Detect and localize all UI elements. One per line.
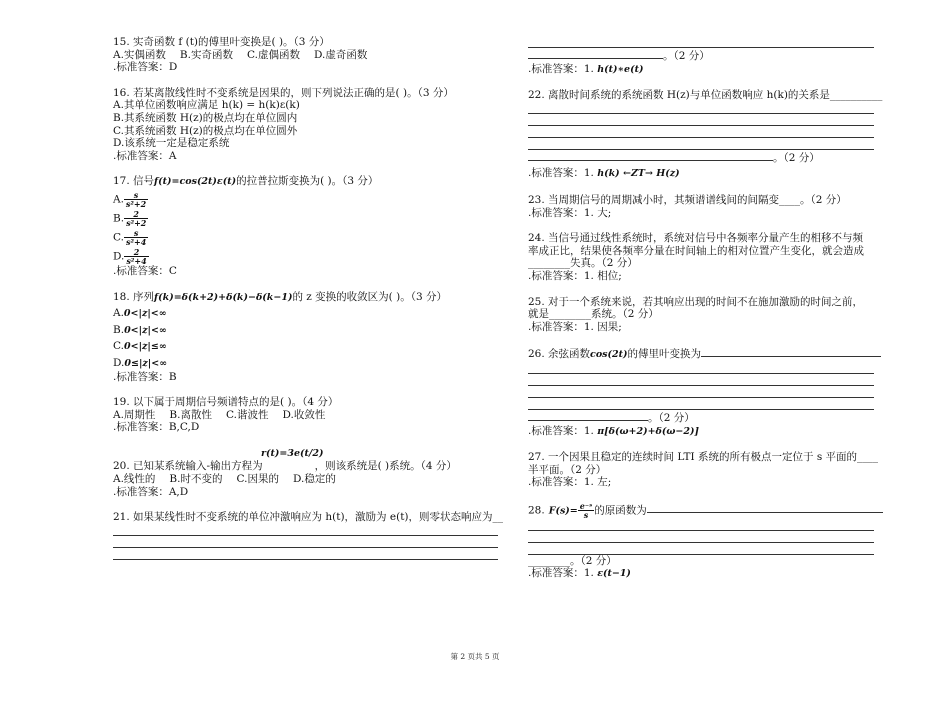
answer-formula: h(k) ←ZT→ H(z): [597, 168, 680, 180]
option-letter: D.: [113, 250, 125, 263]
option-letter: D.: [113, 356, 125, 369]
answer-line: [528, 543, 874, 555]
option-letter: A.: [113, 307, 124, 320]
question-25: [528, 296, 874, 334]
question-stem-line-2: 就是________系统。（2 分）: [528, 308, 659, 321]
question-stem-line-3: ________失真。（2 分）: [528, 257, 638, 270]
denominator: s²+2: [126, 217, 147, 228]
option-letter: B.: [113, 323, 125, 336]
numerator: 2: [124, 248, 148, 257]
question-24: [528, 232, 874, 282]
question-stem: 19. 以下属于周期信号频谱特点的是( )。（4 分）: [113, 396, 339, 409]
answer-line: [528, 398, 874, 410]
answer: .标准答案：A: [113, 149, 177, 162]
question-17: [113, 175, 498, 277]
answer-formula: ε(t−1): [597, 568, 631, 580]
answer: .标准答案：C: [113, 264, 177, 277]
answer-line: [528, 374, 874, 386]
stem-prefix: 28.: [528, 504, 545, 517]
option-c: C.谐波性: [225, 408, 269, 421]
answer-label: .标准答案：1.: [528, 567, 594, 580]
denominator: s²+4: [126, 236, 147, 247]
score: 。（2 分）: [648, 411, 695, 424]
option-a: [113, 307, 498, 321]
option-math: 0<|z|≤∞: [124, 341, 167, 353]
answer: .标准答案：1. 相位;: [528, 269, 622, 282]
question-21-continued: [528, 36, 874, 76]
fraction: [578, 502, 594, 519]
question-stem-line-1: 25. 对于一个系统来说，若其响应出现的时间不在施加激励的时间之前，: [528, 295, 864, 308]
answer: [528, 567, 874, 581]
question-stem: [113, 460, 498, 473]
question-stem: [113, 175, 498, 189]
question-21: [113, 511, 504, 560]
option-d: D.该系统一定是稳定系统: [113, 137, 230, 150]
fraction: [124, 229, 148, 246]
answer-formula: π[δ(ω+2)+δ(ω−2)]: [597, 425, 699, 437]
option-a: A.实偶函数: [113, 48, 166, 61]
answer-line: [528, 362, 874, 374]
option-letter: C.: [113, 340, 124, 353]
formula: r(t)=3e(t/2): [261, 447, 324, 459]
option-b: B.时不变的: [169, 473, 223, 486]
stem-suffix: 的 z 变换的收敛区为( )。（3 分）: [292, 290, 447, 303]
option-math: 0≤|z|<∞: [124, 357, 168, 369]
question-22: [528, 89, 883, 181]
left-column: [113, 36, 504, 573]
option-letter: B.: [113, 212, 125, 225]
question-stem: 16. 若某离散线性时不变系统是因果的，则下列说法正确的是( )。（3 分）: [113, 86, 454, 99]
answer-line: [113, 524, 498, 536]
question-28: [528, 502, 874, 581]
formula: f(t)=cos(2t)ε(t): [154, 176, 237, 188]
denominator: s: [583, 509, 589, 520]
answer-line: [528, 531, 874, 543]
answer: .标准答案：1. 因果;: [528, 320, 622, 333]
stem-prefix: 20. 已知某系统输入-输出方程为: [113, 460, 263, 473]
answer: [528, 63, 874, 77]
option-letter: C.: [113, 231, 124, 244]
question-16: [113, 87, 498, 163]
answer-line-tail: ________。（2 分）: [528, 554, 617, 567]
option-letter: A.: [113, 193, 124, 206]
question-18: [113, 291, 498, 384]
option-math: 0<|z|<∞: [123, 308, 167, 320]
option-c: C.虚偶函数: [246, 48, 300, 61]
stem-suffix: ，则该系统是( )系统。（4 分）: [314, 460, 457, 473]
formula: cos(2t): [590, 349, 628, 361]
answer-line-tail: [528, 410, 874, 425]
numerator: e⁻ˢ: [579, 500, 593, 511]
question-stem-line-1: 27. 一个因果且稳定的连续时间 LTI 系统的所有极点一定位于 s 平面的____: [528, 451, 879, 464]
option-b: B.其系统函数 H(z)的极点均在单位圆内: [113, 111, 298, 124]
answer-line: [528, 519, 874, 531]
question-20: [113, 447, 498, 498]
option-d: D.稳定的: [292, 473, 336, 486]
answer: [528, 425, 874, 439]
option-a: A.线性的: [113, 473, 156, 486]
option-a: A.其单位函数响应满足 h(k) = h(k)ε(k): [113, 99, 300, 112]
option-c: [113, 340, 498, 354]
options: [113, 409, 498, 422]
option-b: B.实奇函数: [179, 48, 233, 61]
stem-prefix: 17. 信号: [113, 175, 155, 188]
answer-line: [528, 102, 874, 114]
question-stem: 22. 离散时间系统的系统函数 H(z)与单位函数响应 h(k)的关系是__________: [528, 89, 883, 102]
fraction: [124, 210, 148, 227]
option-c: C.其系统函数 H(z)的极点均在单位圆外: [113, 124, 298, 137]
answer: .标准答案：B: [113, 370, 177, 383]
question-19: [113, 396, 498, 434]
question-stem-line-2: 半平面。（2 分）: [528, 463, 607, 476]
options: [113, 473, 498, 486]
stem-suffix: 的傅里叶变换为: [627, 348, 702, 361]
numerator: s: [124, 229, 148, 238]
score: 。（2 分）: [663, 50, 710, 62]
answer-line: [528, 114, 874, 126]
answer-line: [528, 126, 874, 138]
answer-label: .标准答案：1.: [528, 424, 594, 437]
stem-prefix: 26. 余弦函数: [528, 348, 591, 361]
answer-formula: h(t)∗e(t): [597, 63, 644, 75]
answer-line: [528, 138, 874, 150]
answer-label: .标准答案：1.: [528, 167, 594, 180]
answer-line-tail: [528, 48, 874, 63]
right-column: [528, 36, 883, 594]
page-footer: 第 2 页共 5 页: [450, 652, 500, 661]
formula-row: [113, 447, 498, 461]
option-b: B.离散性: [169, 408, 212, 421]
answer: .标准答案：B,C,D: [113, 421, 200, 434]
question-stem-line-2: 率成正比，结果使各频率分量在时间轴上的相对位置产生变化，就会造成: [528, 244, 864, 257]
answer: .标准答案：1. 左;: [528, 476, 612, 489]
option-c: [113, 229, 498, 246]
answer-line: [528, 386, 874, 398]
question-stem: 15. 实奇函数 f (t)的傅里叶变换是( )。（3 分）: [113, 36, 330, 48]
option-d: [113, 248, 498, 265]
answer-line: [113, 548, 498, 560]
answer: .标准答案：1. 大;: [528, 206, 612, 219]
formula-function: F(s)=: [548, 505, 578, 517]
question-stem: 21. 如果某线性时不变系统的单位冲激响应为 h(t)，激励为 e(t)，则零状态响应为__: [113, 511, 504, 524]
answer-line: [113, 536, 498, 548]
fraction: [124, 248, 148, 265]
answer: .标准答案：D: [113, 61, 178, 74]
option-a: A.周期性: [113, 408, 156, 421]
option-b: [113, 324, 498, 338]
question-stem: [528, 346, 874, 362]
denominator: s²+2: [125, 198, 147, 209]
stem-prefix: 18. 序列: [113, 290, 155, 303]
numerator: 2: [124, 210, 148, 219]
options: [113, 49, 498, 62]
formula: f(k)=δ(k+2)+δ(k)−δ(k−1): [154, 291, 293, 303]
option-b: [113, 210, 498, 227]
option-d: D.收敛性: [282, 408, 326, 421]
answer-label: .标准答案：1.: [528, 62, 594, 75]
question-26: [528, 346, 874, 438]
question-stem: 23. 当周期信号的周期减小时，其频谱谱线间的间隔变____。（2 分）: [528, 193, 847, 206]
question-27: [528, 451, 879, 489]
answer-line-tail: [528, 150, 874, 165]
option-c: C.因果的: [236, 473, 279, 486]
question-23: [528, 194, 874, 219]
fraction: [124, 191, 148, 208]
option-d: D.虚奇函数: [313, 48, 368, 61]
numerator: s: [124, 191, 148, 200]
stem-suffix: 的原函数为: [594, 504, 647, 517]
answer-line: [528, 36, 874, 48]
question-15: [113, 36, 498, 74]
option-a: [113, 191, 498, 208]
question-stem: [528, 502, 874, 519]
question-stem: [113, 291, 498, 305]
score: 。（2 分）: [773, 151, 820, 164]
question-stem-line-1: 24. 当信号通过线性系统时，系统对信号中各频率分量产生的相移不与频: [528, 232, 864, 245]
denominator: s²+4: [126, 255, 147, 266]
answer: [528, 167, 874, 181]
answer: .标准答案：A,D: [113, 485, 189, 498]
option-d: [113, 357, 498, 371]
option-math: 0<|z|<∞: [124, 324, 167, 336]
stem-suffix: 的拉普拉斯变换为( )。（3 分）: [236, 175, 379, 188]
